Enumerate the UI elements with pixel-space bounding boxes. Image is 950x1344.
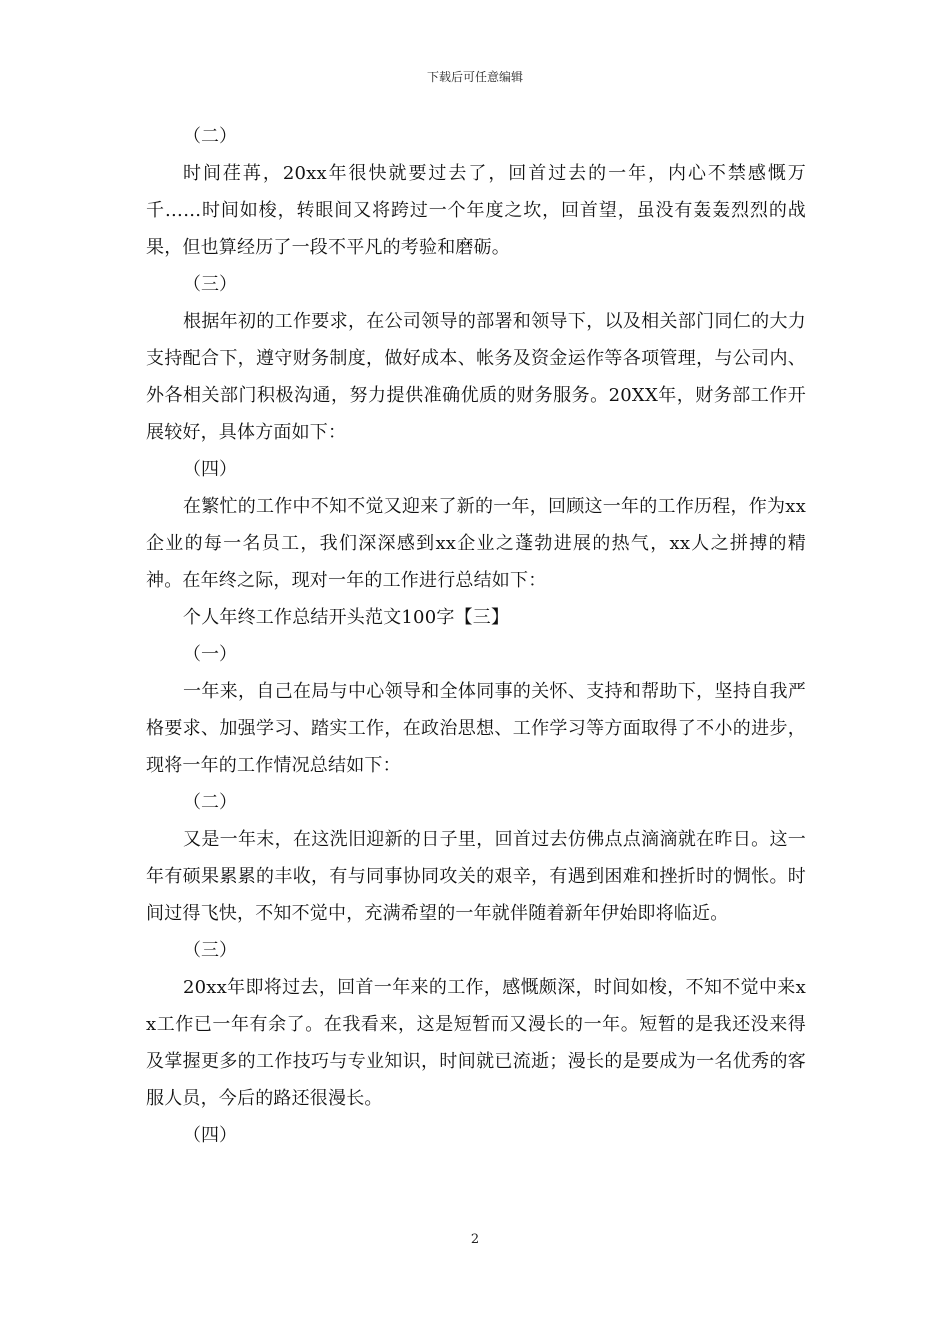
paragraph: 一年来，自己在局与中心领导和全体同事的关怀、支持和帮助下，坚持自我严格要求、加强学习、踏实工作，在政治思想、工作学习等方面取得了不小的进步，现将一年的工作情况总结如下：: [146, 681, 806, 776]
section-marker: （四）: [183, 459, 237, 480]
section-marker: （三）: [183, 940, 237, 961]
section-marker: （三）: [183, 274, 237, 295]
paragraph: 又是一年末，在这洗旧迎新的日子里，回首过去仿佛点点滴滴就在昨日。这一年有硕果累累的丰收，有与同事协同攻关的艰辛，有遇到困难和挫折时的惆怅。时间过得飞快，不知不觉中，充满希望的一年就伴随着新年伊始即将临近。: [146, 829, 806, 924]
paragraph: 根据年初的工作要求，在公司领导的部署和领导下，以及相关部门同仁的大力支持配合下，遵守财务制度，做好成本、帐务及资金运作等各项管理，与公司内、外各相关部门积极沟通，努力提供准确优质的财务服务。20XX年，财务部工作开展较好，具体方面如下：: [146, 311, 806, 443]
paragraph: 时间荏苒，20xx年很快就要过去了，回首过去的一年，内心不禁感慨万千……时间如梭，转眼间又将跨过一个年度之坎，回首望，虽没有轰轰烈烈的战果，但也算经历了一段不平凡的考验和磨砺。: [146, 163, 806, 258]
page-header-note: 下载后可任意编辑: [426, 70, 523, 84]
paragraph: 20xx年即将过去，回首一年来的工作，感慨颇深，时间如梭，不知不觉中来xx工作已一年有余了。在我看来，这是短暂而又漫长的一年。短暂的是我还没来得及掌握更多的工作技巧与专业知识，时间就已流逝；漫长的是要成为一名优秀的客服人员，今后的路还很漫长。: [146, 977, 806, 1109]
section-heading: 个人年终工作总结开头范文100字【三】: [183, 607, 510, 628]
section-marker: （二）: [183, 126, 237, 147]
section-marker: （二）: [183, 792, 237, 813]
section-marker: （一）: [183, 644, 237, 665]
section-marker: （四）: [183, 1125, 237, 1146]
paragraph: 在繁忙的工作中不知不觉又迎来了新的一年，回顾这一年的工作历程，作为xx企业的每一名员工，我们深深感到xx企业之蓬勃进展的热气，xx人之拼搏的精神。在年终之际，现对一年的工作进行总结如下：: [146, 496, 806, 591]
page-number: 2: [470, 1232, 480, 1247]
document-body: [146, 118, 806, 1154]
